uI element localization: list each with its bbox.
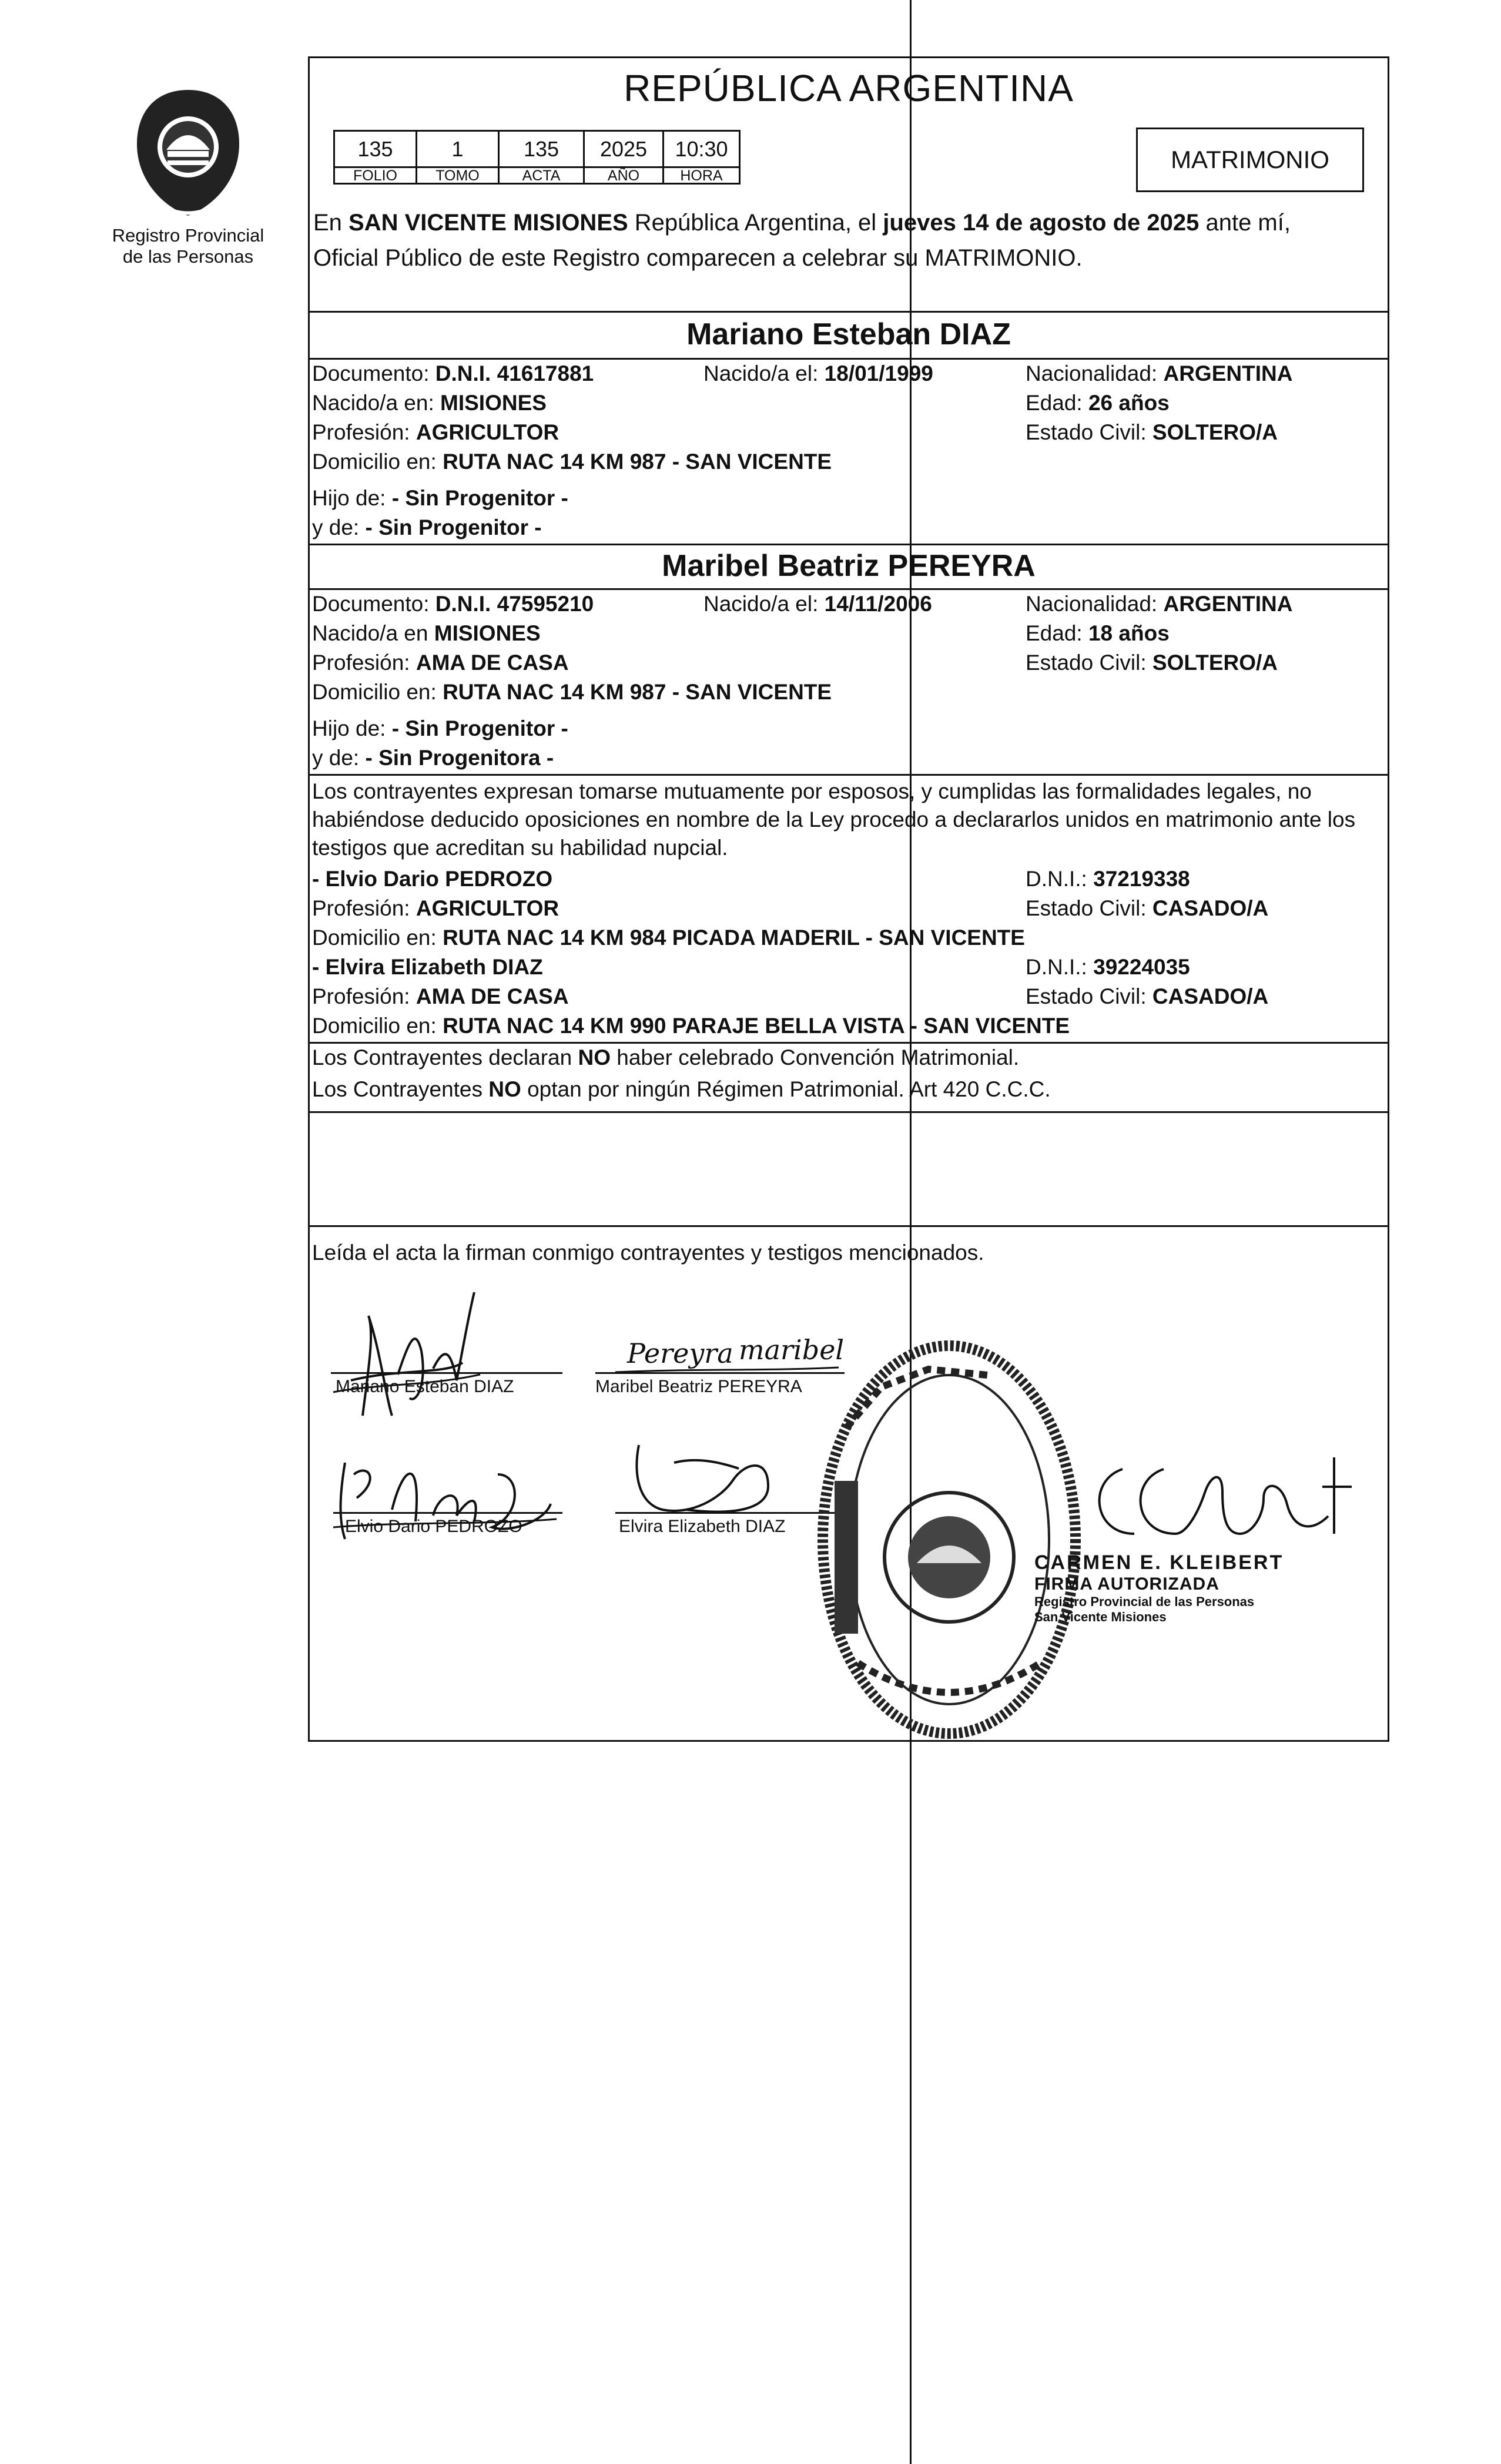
spouse2-document: Documento: D.N.I. 47595210	[312, 592, 594, 616]
intro-line2: Oficial Público de este Registro comparecen a celebrar su MATRIMONIO.	[313, 245, 1083, 271]
spouse2-address: Domicilio en: RUTA NAC 14 KM 987 - SAN VICENTE	[312, 680, 832, 704]
signature-official	[1076, 1446, 1358, 1551]
acta-label: ACTA	[499, 167, 584, 184]
spouse2-birthplace: Nacido/a en MISIONES	[312, 621, 541, 645]
witness2-civil-status: Estado Civil: CASADO/A	[1026, 984, 1269, 1008]
signature-caption-witness1: Elvio Dario PEDROZO	[345, 1517, 522, 1536]
spouse1-document: Documento: D.N.I. 41617881	[312, 361, 594, 385]
divider	[310, 588, 1388, 590]
official-name: CARMEN E. KLEIBERT	[1034, 1551, 1284, 1574]
spouse2-age: Edad: 18 años	[1026, 621, 1170, 645]
divider	[310, 358, 1388, 360]
witness2-name: - Elvira Elizabeth DIAZ	[312, 955, 543, 979]
witness1-name: - Elvio Dario PEDROZO	[312, 867, 553, 891]
signature-caption-spouse1: Mariano Esteban DIAZ	[336, 1377, 514, 1396]
tomo-label: TOMO	[417, 167, 499, 184]
folio-table	[333, 130, 741, 185]
folio-value: 135	[334, 131, 417, 167]
convention-statement: Los Contrayentes declaran NO haber celebrado Convención Matrimonial.	[312, 1045, 1020, 1070]
spouse2-nationality: Nacionalidad: ARGENTINA	[1026, 592, 1293, 616]
witness2-dni: D.N.I.: 39224035	[1026, 955, 1190, 979]
spouse1-age: Edad: 26 años	[1026, 391, 1170, 415]
spouse2-parent2: y de: - Sin Progenitora -	[312, 746, 554, 770]
spouse1-nationality: Nacionalidad: ARGENTINA	[1026, 361, 1293, 385]
witness2-profession: Profesión: AMA DE CASA	[312, 984, 569, 1008]
intro-place: SAN VICENTE MISIONES	[349, 210, 628, 236]
folio-label: FOLIO	[334, 167, 417, 184]
spouse1-name: Mariano Esteban DIAZ	[686, 317, 1011, 351]
spouse2-name: Maribel Beatriz PEREYRA	[662, 549, 1036, 583]
document-type-box: MATRIMONIO	[1136, 128, 1364, 192]
year-label: AÑO	[584, 167, 664, 184]
signature-line	[331, 1372, 562, 1374]
official-office: Registro Provincial de las Personas	[1034, 1594, 1255, 1609]
hour-value: 10:30	[664, 131, 740, 167]
signature-caption-spouse2: Maribel Beatriz PEREYRA	[595, 1377, 802, 1396]
hour-label: HORA	[664, 167, 740, 184]
divider	[310, 774, 1388, 776]
official-role: FIRMA AUTORIZADA	[1034, 1574, 1219, 1594]
signature-line	[615, 1512, 845, 1514]
acta-value: 135	[499, 131, 584, 167]
divider	[310, 544, 1388, 545]
declaration-paragraph: Los contrayentes expresan tomarse mutuamente por esposos, y cumplidas las formalidades legales, no habiéndose deducido oposiciones en nombre de la Ley procedo a declararlos unidos en matrimonio ante los testigos que acreditan su habilidad nupcial.	[312, 779, 1356, 860]
registry-oval-stamp	[811, 1334, 1087, 1745]
divider	[310, 1042, 1388, 1044]
official-stamp-block	[1034, 1551, 1340, 1625]
signature-line	[333, 1512, 562, 1514]
official-city: San Vicente Misiones	[1034, 1610, 1167, 1624]
spouse1-birthdate: Nacido/a el: 18/01/1999	[703, 361, 933, 385]
logo-caption-line1: Registro Provincial	[112, 225, 264, 246]
svg-text:maribel: maribel	[739, 1334, 845, 1366]
spouse2-civil-status: Estado Civil: SOLTERO/A	[1026, 651, 1278, 675]
witness1-civil-status: Estado Civil: CASADO/A	[1026, 896, 1269, 920]
intro-paragraph: En SAN VICENTE MISIONES República Argentina, el jueves 14 de agosto de 2025 ante mí, Oficial Público de este Registro comparecen a celebrar su MATRIMONIO.	[313, 205, 1384, 276]
divider	[310, 1111, 1388, 1113]
spouse2-parent1: Hijo de: - Sin Progenitor -	[312, 716, 568, 740]
svg-text:Pereyra: Pereyra	[627, 1337, 733, 1369]
closing-statement: Leída el acta la firman conmigo contrayentes y testigos mencionados.	[312, 1241, 984, 1265]
tomo-value: 1	[417, 131, 499, 167]
witness1-dni: D.N.I.: 37219338	[1026, 867, 1190, 891]
divider	[310, 311, 1388, 313]
spouse1-profession: Profesión: AGRICULTOR	[312, 420, 559, 444]
province-seal-icon	[132, 85, 244, 220]
witness1-address: Domicilio en: RUTA NAC 14 KM 984 PICADA MADERIL - SAN VICENTE	[312, 926, 1025, 950]
document-title: REPÚBLICA ARGENTINA	[624, 67, 1074, 109]
signature-line	[595, 1372, 845, 1374]
signature-elvira	[615, 1427, 827, 1521]
intro-date: jueves 14 de agosto de 2025	[883, 210, 1200, 236]
divider	[310, 1225, 1388, 1227]
spouse1-civil-status: Estado Civil: SOLTERO/A	[1026, 420, 1278, 444]
spouse2-birthdate: Nacido/a el: 14/11/2006	[703, 592, 932, 616]
witness1-profession: Profesión: AGRICULTOR	[312, 896, 559, 920]
witness2-address: Domicilio en: RUTA NAC 14 KM 990 PARAJE BELLA VISTA - SAN VICENTE	[312, 1014, 1070, 1038]
spouse1-parent2: y de: - Sin Progenitor -	[312, 515, 542, 539]
regime-statement: Los Contrayentes NO optan por ningún Régimen Patrimonial. Art 420 C.C.C.	[312, 1077, 1051, 1101]
year-value: 2025	[584, 131, 664, 167]
signature-mariano	[327, 1280, 498, 1433]
signature-caption-witness2: Elvira Elizabeth DIAZ	[619, 1517, 786, 1536]
spouse1-birthplace: Nacido/a en: MISIONES	[312, 391, 547, 415]
registry-logo	[100, 85, 276, 267]
spouse1-address: Domicilio en: RUTA NAC 14 KM 987 - SAN VICENTE	[312, 450, 832, 474]
spouse2-profession: Profesión: AMA DE CASA	[312, 651, 569, 675]
spouse1-parent1: Hijo de: - Sin Progenitor -	[312, 486, 568, 510]
logo-caption-line2: de las Personas	[122, 246, 254, 267]
